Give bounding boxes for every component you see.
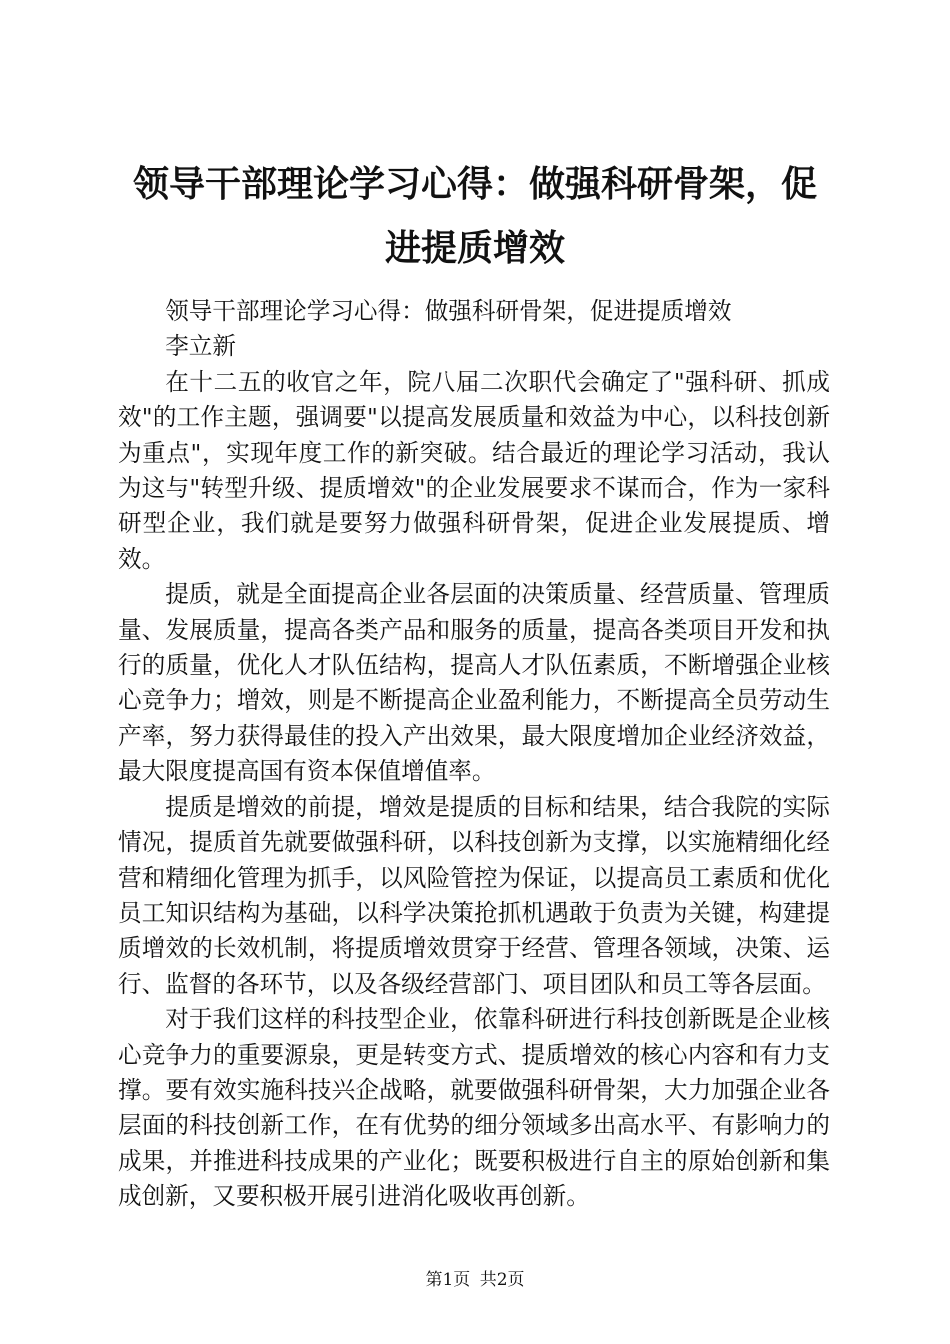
- page-number: 第1页: [425, 1270, 471, 1290]
- page-total: 共2页: [479, 1270, 525, 1290]
- subtitle-line: 领导干部理论学习心得：做强科研骨架，促进提质增效: [165, 297, 732, 325]
- document-title: 领导干部理论学习心得：做强科研骨架，促进提质增效: [132, 163, 817, 269]
- document-body: [118, 294, 830, 1215]
- page-footer: [0, 1269, 950, 1291]
- paragraph-3: 提质是增效的前提，增效是提质的目标和结果，结合我院的实际情况，提质首先就要做强科研，以科技创新为支撑，以实施精细化经营和精细化管理为抓手，以风险管控为保证，以提高员工素质和优化员工知识结构为基础，以科学决策抢抓机遇敢于负责为关键，构建提质增效的长效机制，将提质增效贯穿于经营、管理各领域，决策、运行、监督的各环节，以及各级经营部门、项目团队和员工等各层面。: [118, 792, 830, 998]
- paragraph-2: 提质，就是全面提高企业各层面的决策质量、经营质量、管理质量、发展质量，提高各类产品和服务的质量，提高各类项目开发和执行的质量，优化人才队伍结构，提高人才队伍素质，不断增强企业核心竞争力；增效，则是不断提高企业盈利能力，不断提高全员劳动生产率，努力获得最佳的投入产出效果，最大限度增加企业经济效益，最大限度提高国有资本保值增值率。: [118, 580, 830, 786]
- author-line: 李立新: [165, 332, 236, 361]
- paragraph-1: 在十二五的收官之年，院八届二次职代会确定了"强科研、抓成效"的工作主题，强调要"以提高发展质量和效益为中心，以科技创新为重点"，实现年度工作的新突破。结合最近的理论学习活动，我认为这与"转型升级、提质增效"的企业发展要求不谋而合，作为一家科研型企业，我们就是要努力做强科研骨架，促进企业发展提质、增效。: [118, 367, 830, 573]
- paragraph-4: 对于我们这样的科技型企业，依靠科研进行科技创新既是企业核心竞争力的重要源泉，更是转变方式、提质增效的核心内容和有力支撑。要有效实施科技兴企战略，就要做强科研骨架，大力加强企业各层面的科技创新工作，在有优势的细分领域多出高水平、有影响力的成果，并推进科技成果的产业化；既要积极进行自主的原始创新和集成创新，又要积极开展引进消化吸收再创新。: [118, 1005, 830, 1211]
